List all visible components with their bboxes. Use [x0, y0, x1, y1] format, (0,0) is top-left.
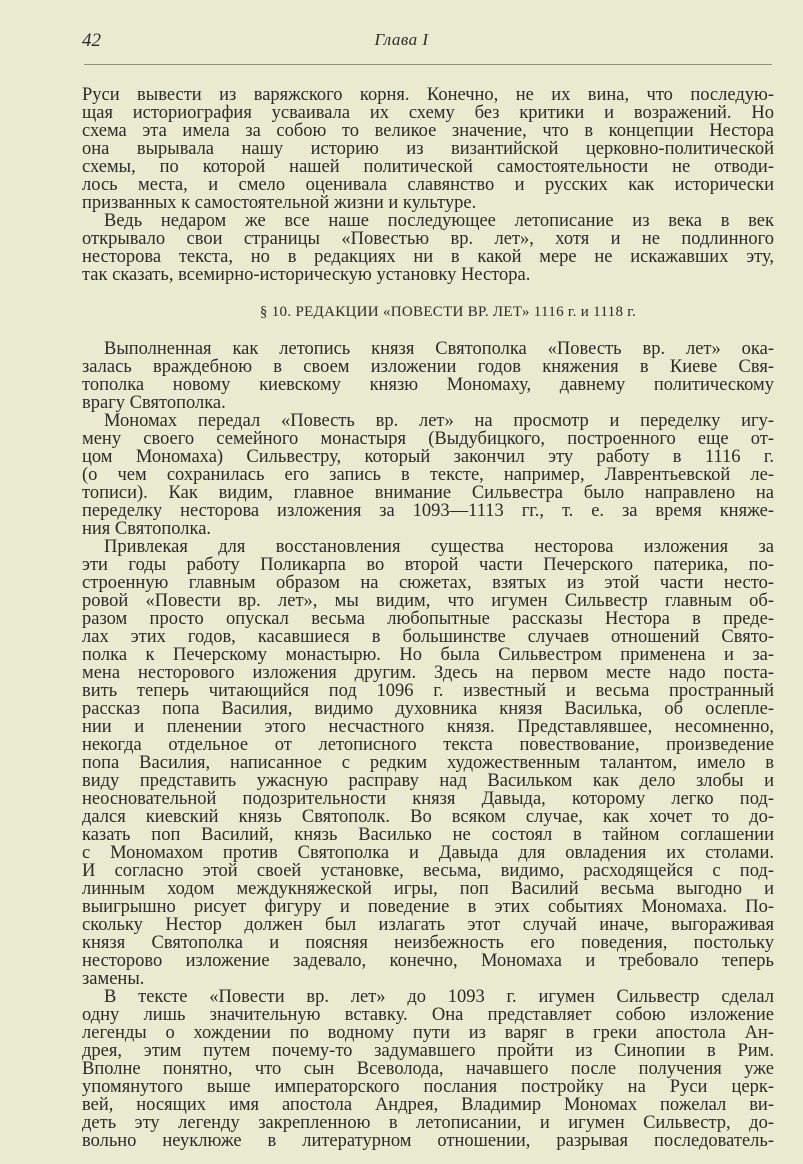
- text-line: несторова текста, но в редакциях ни в какой мере не искажавших эту,: [82, 247, 774, 267]
- text-line: замены.: [82, 969, 145, 989]
- text-line: Мономах передал «Повесть вр. лет» на просмотр и переделку игу-: [104, 411, 774, 431]
- text-line: мена несторового изложения другим. Здесь на первом месте надо поста-: [82, 663, 774, 683]
- text-line: так сказать, всемирно-историческую установку Нестора.: [82, 265, 531, 285]
- text-line: схема эта имела за собою то великое значение, что в концепции Нестора: [82, 121, 774, 141]
- text-line: Ведь недаром же все наше последующее летописание из века в век: [104, 211, 774, 231]
- text-line: (о чем сохранилась его запись в тексте, например, Лаврентьевской ле-: [82, 465, 774, 485]
- text-line: рассказ попа Василия, видимо духовника князя Василька, об ослепле-: [82, 699, 774, 719]
- text-line: неосновательной подозрительности князя Давыда, которому легко под-: [82, 789, 774, 809]
- text-line: врагу Святополка.: [82, 393, 226, 413]
- text-line: разом просто опускал весьма любопытные рассказы Нестора в преде-: [82, 609, 774, 629]
- text-line: призванных к самостоятельной жизни и культуре.: [82, 193, 477, 213]
- text-line: Привлекая для восстановления существа несторова изложения за: [104, 537, 774, 557]
- text-line: деть эту легенду закрепленною в летописании, и игумен Сильвестр, до-: [82, 1113, 774, 1133]
- text-line: линным ходом междукняжеской игры, поп Василий весьма выгодно и: [82, 879, 774, 899]
- text-line: переделку несторова изложения за 1093—1113 гг., т. е. за время княже-: [82, 501, 774, 521]
- text-line: залась враждебною в своем изложении годов княжения в Киеве Свя-: [82, 357, 774, 377]
- text-line: легенды о хождении по водному пути из варяг в греки апостола Ан-: [82, 1023, 774, 1043]
- header-rule: [84, 64, 772, 65]
- paragraph: [82, 538, 774, 988]
- text-line: вей, носящих имя апостола Андрея, Владимир Мономах пожелал ви-: [82, 1095, 774, 1115]
- text-line: цом Мономаха) Сильвестру, который закончил эту работу в 1116 г.: [82, 447, 774, 467]
- text-line: виду представить ужасную расправу над Васильком как дело злобы и: [82, 771, 774, 791]
- paragraph: [82, 340, 774, 412]
- text-line: Вполне понятно, что сын Всеволода, начавшего после получения уже: [82, 1059, 774, 1079]
- text-line: попа Василия, написанное с редким художественным талантом, имело в: [82, 753, 774, 773]
- page-body: [82, 86, 774, 1150]
- text-line: вить теперь читающийся под 1096 г. известный и весьма пространный: [82, 681, 774, 701]
- text-line: щая историография усваивала их схему без критики и возражений. Но: [82, 103, 774, 123]
- text-line: вольно неуклюже в литературном отношении, разрывая последователь-: [82, 1131, 774, 1151]
- text-line: дался киевский князь Святополк. Во всяком случае, как хочет то до-: [82, 807, 774, 827]
- paragraph: [82, 86, 774, 212]
- text-line: лось места, и смело оценивала славянство и русских как исторически: [82, 175, 774, 195]
- text-line: схемы, по которой нашей политической самостоятельности не отводи-: [82, 157, 774, 177]
- text-before-heading: [82, 86, 774, 284]
- running-title: Глава I: [374, 30, 429, 49]
- text-line: В тексте «Повести вр. лет» до 1093 г. игумен Сильвестр сделал: [104, 987, 774, 1007]
- text-line: скольку Нестор должен был излагать этот случай иначе, выгораживая: [82, 915, 774, 935]
- text-line: полка к Печерскому монастырю. Но была Сильвестром применена и за-: [82, 645, 774, 665]
- text-line: с Мономахом против Святополка и Давыда для овладения их столами.: [82, 843, 774, 863]
- text-line: эти годы работу Поликарпа во второй части Печерского патерика, по-: [82, 555, 774, 575]
- text-line: Выполненная как летопись князя Святополка «Повесть вр. лет» ока-: [104, 339, 774, 359]
- text-line: она вырывала нашу историю из византийской церковно-политической: [82, 139, 774, 159]
- text-line: ровой «Повести вр. лет», мы видим, что игумен Сильвестр главным об-: [82, 591, 774, 611]
- text-line: тополка новому киевскому князю Мономаху, давнему политическому: [82, 375, 774, 395]
- text-line: тописи). Как видим, главное внимание Сильвестра было направлено на: [82, 483, 774, 503]
- text-line: дрея, этим путем почему-то задумавшего пройти из Синопии в Рим.: [82, 1041, 774, 1061]
- paragraph: [82, 988, 774, 1150]
- text-line: строенную главным образом на сюжетах, взятых из этой части несто-: [82, 573, 774, 593]
- text-line: ния Святополка.: [82, 519, 212, 539]
- text-line: Руси вывести из варяжского корня. Конечно, не их вина, что последую-: [82, 85, 774, 105]
- text-line: несторово изложение задевало, конечно, Мономаха и требовало теперь: [82, 951, 774, 971]
- text-line: казать поп Василий, князь Василько не состоял в тайном соглашении: [82, 825, 774, 845]
- text-line: открывало свои страницы «Повестью вр. лет», хотя и не подлинного: [82, 229, 774, 249]
- text-line: одну лишь значительную вставку. Она представляет собою изложение: [82, 1005, 774, 1025]
- text-line: князя Святополка и поясняя неизбежность его поведения, постольку: [82, 933, 774, 953]
- text-after-heading: [82, 340, 774, 1150]
- text-line: лах этих годов, касавшиеся в большинстве случаев отношений Свято-: [82, 627, 774, 647]
- text-line: мену своего семейного монастыря (Выдубицкого, построенного еще от-: [82, 429, 774, 449]
- text-line: некогда отдельное от летописного текста повествование, произведение: [82, 735, 774, 755]
- text-line: И согласно этой своей установке, весьма, видимо, расходящейся с под-: [82, 861, 774, 881]
- page-number: 42: [82, 30, 101, 51]
- paragraph: [82, 212, 774, 284]
- section-heading: § 10. РЕДАКЦИИ «ПОВЕСТИ ВР. ЛЕТ» 1116 г. и 1118 г.: [259, 304, 637, 320]
- text-line: упомянутого выше императорского послания постройку на Руси церк-: [82, 1077, 774, 1097]
- paragraph: [82, 412, 774, 538]
- text-line: нии и пленении этого несчастного князя. Представлявшее, несомненно,: [82, 717, 774, 737]
- text-line: выигрышно рисует фигуру и поведение в этих событиях Мономаха. По-: [82, 897, 774, 917]
